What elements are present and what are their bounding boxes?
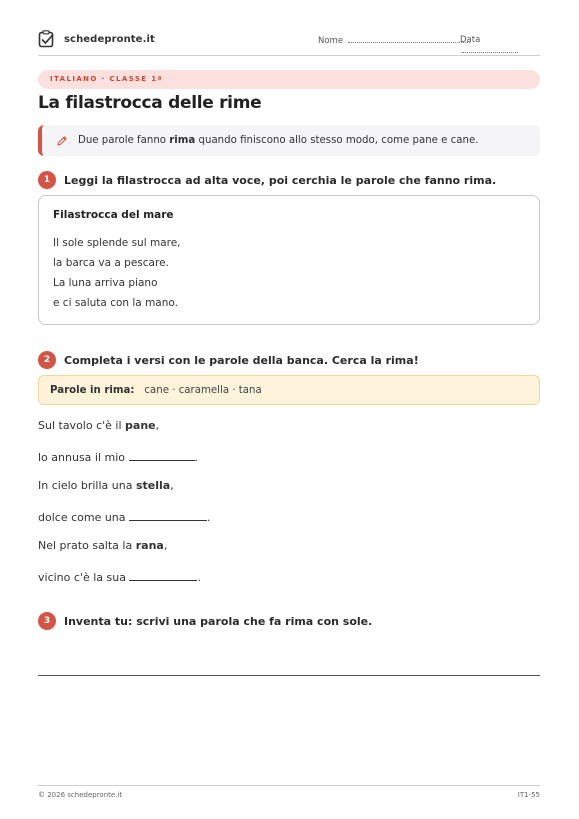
word-bank-label: Parole in rima:: [50, 384, 135, 396]
word-bank-words: cane · caramella · tana: [144, 384, 262, 396]
checklist-icon: [38, 30, 56, 48]
date-label: Data: [460, 35, 481, 45]
exercise-2-heading: [38, 351, 419, 369]
word-bank: [38, 375, 540, 405]
answer-blank[interactable]: [129, 510, 207, 521]
poem-box: [38, 195, 540, 325]
exercise-3-instruction: Inventa tu: scrivi una parola che fa rima con sole.: [64, 614, 373, 628]
page-title: La filastrocca delle rime: [38, 93, 262, 113]
footer-copyright: © 2026 schedepronte.it: [38, 791, 123, 799]
verse-line: vicino c'è la sua .: [38, 571, 201, 584]
name-field[interactable]: [318, 35, 470, 46]
page-footer: [38, 785, 540, 799]
exercise-3-number: 3: [38, 612, 56, 630]
verse-line: Nel prato salta la rana,: [38, 539, 168, 552]
date-blank: [462, 45, 518, 53]
note-text: Due parole fanno rima quando finiscono allo stesso modo, come pane e cane.: [78, 135, 479, 146]
poem-line[interactable]: la barca va a pescare.: [53, 257, 169, 269]
date-field[interactable]: [460, 35, 540, 56]
exercise-3-heading: [38, 612, 372, 630]
brand-logo: [38, 30, 155, 48]
poem-line[interactable]: e ci saluta con la mano.: [53, 297, 178, 309]
name-blank: [348, 35, 470, 43]
verse-line: Sul tavolo c'è il pane,: [38, 419, 160, 432]
answer-line[interactable]: [38, 675, 540, 676]
exercise-2-number: 2: [38, 351, 56, 369]
poem-line[interactable]: La luna arriva piano: [53, 277, 158, 289]
poem-line[interactable]: Il sole splende sul mare,: [53, 237, 181, 249]
exercise-2-instruction: Completa i versi con le parole della banca. Cerca la rima!: [64, 353, 419, 367]
pencil-icon: [56, 135, 68, 147]
name-label: Nome: [318, 36, 344, 46]
page-header: [38, 30, 540, 56]
answer-blank[interactable]: [129, 570, 197, 581]
answer-blank[interactable]: [129, 450, 195, 461]
subject-badge: ITALIANO · CLASSE 1ª: [38, 70, 540, 89]
verse-line: lo annusa il mio .: [38, 451, 199, 464]
verse-line: In cielo brilla una stella,: [38, 479, 174, 492]
exercise-1-number: 1: [38, 171, 56, 189]
poem-title: Filastrocca del mare: [53, 209, 174, 221]
exercise-1-heading: [38, 171, 496, 189]
rhyme-definition-note: [38, 125, 540, 156]
verse-line: dolce come una .: [38, 511, 211, 524]
exercise-1-instruction: Leggi la filastrocca ad alta voce, poi cerchia le parole che fanno rima.: [64, 173, 497, 187]
footer-code: IT1-55: [517, 791, 540, 799]
brand-name: schedepronte.it: [64, 33, 155, 45]
